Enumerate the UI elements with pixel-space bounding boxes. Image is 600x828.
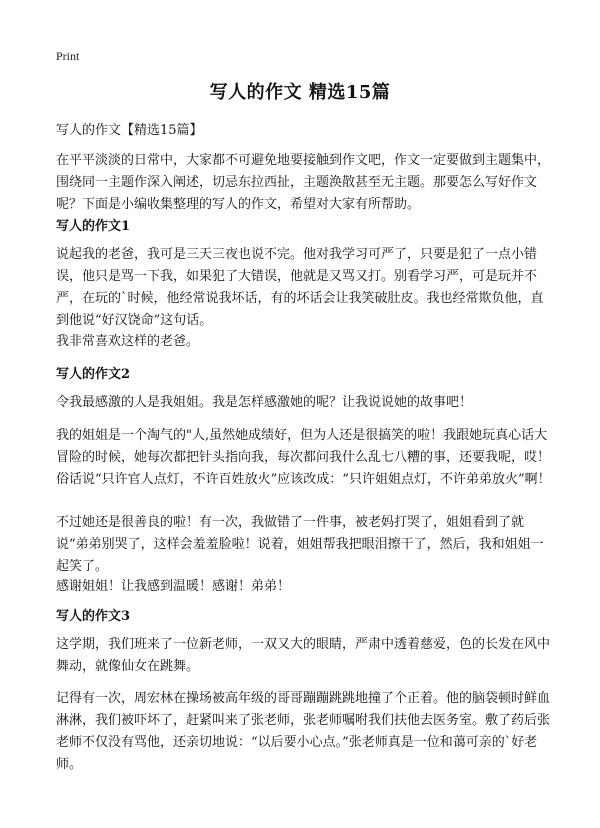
section-heading-2: 写人的作文2 [56, 367, 131, 382]
section-2-paragraph-4: 感谢姐姐！让我感到温暖！感谢！弟弟！ [56, 579, 291, 594]
section-2-paragraph-1: 令我最感激的人是我姐姐。我是怎样感激她的呢？让我说说她的故事吧！ [56, 395, 473, 410]
page-title: 写人的作文 精选15篇 [209, 82, 391, 103]
intro-paragraph: 在平平淡淡的日常中，大家都不可避免地要接触到作文吧，作文一定要做到主题集中，围绕同一主题作深入阐述，切忌东拉西扯，主题涣散甚至无主题。那要怎么写好作文呢？下面是小编收集整理的写人的作文，希望对大家有所帮助。 [56, 153, 551, 212]
section-3-paragraph-2: 记得有一次，周宏林在操场被高年级的哥哥蹦蹦跳跳地撞了个正着。他的脑袋顿时鲜血淋淋，我们被吓坏了，赶紧叫来了张老师，张老师嘱咐我们扶他去医务室。敷了药后张老师不仅没有骂他，还亲切地说：“以后要小心点。”张老师真是一位和蔼可亲的`好老师。 [56, 691, 551, 772]
section-heading-1: 写人的作文1 [56, 219, 131, 234]
section-2-paragraph-3: 不过她还是很善良的啦！有一次，我做错了一件事，被老妈打哭了，姐姐看到了就说“弟弟别哭了，这样会羞羞脸啦！说着，姐姐帮我把眼泪擦干了，然后，我和姐姐一起笑了。 [56, 515, 544, 574]
section-3-paragraph-1: 这学期，我们班来了一位新老师，一双又大的眼睛，严肃中透着慈爱，色的长发在风中舞动，就像仙女在跳舞。 [56, 637, 551, 674]
section-1-paragraph-1: 说起我的老爸，我可是三天三夜也说不完。他对我学习可严了，只要是犯了一点小错误，他只是骂一下我，如果犯了大错误，他就是又骂又打。别看学习严，可是玩并不严，在玩的`时候，他经常说我坏话，有的坏话会让我笑破肚皮。我也经常欺负他，直到他说“好汉饶命”这句话。 [56, 247, 544, 328]
print-link[interactable]: Print [56, 49, 80, 63]
subtitle: 写人的作文【精选15篇】 [56, 123, 203, 138]
section-2-paragraph-2: 我的姐姐是一个淘气的"人,虽然她成绩好，但为人还是很搞笑的啦！我跟她玩真心话大冒险的时候，她每次都把针头指向我，每次都问我什么乱七八糟的事，还要我呢，哎！俗话说“只许官人点灯，不许百姓放火”应该改成：“只许姐姐点灯，不许弟弟放火”啊！ [56, 428, 551, 487]
section-heading-3: 写人的作文3 [56, 609, 131, 624]
section-1-paragraph-2: 我非常喜欢这样的老爸。 [56, 334, 200, 349]
